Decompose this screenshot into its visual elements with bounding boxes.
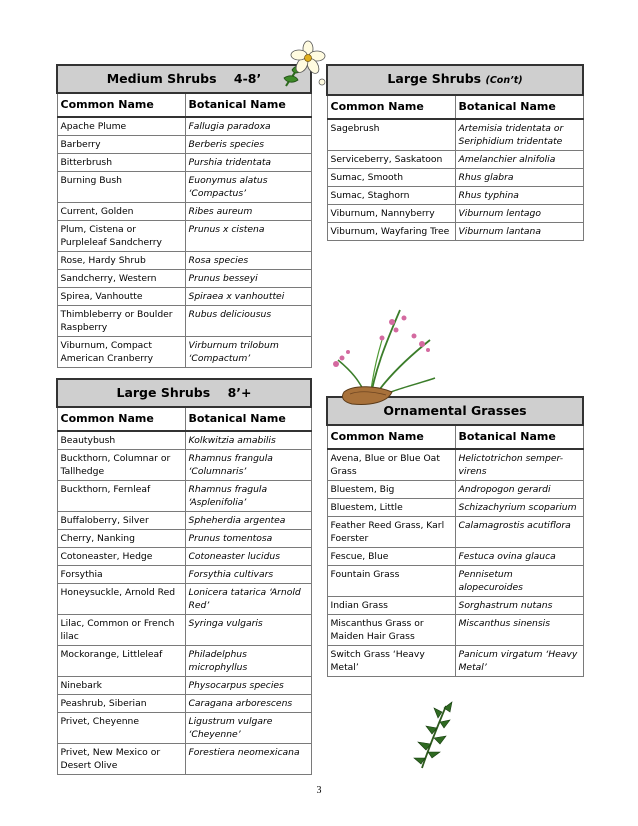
botanical-name-cell: Cotoneaster lucidus bbox=[185, 548, 311, 566]
common-name-cell: Switch Grass ‘Heavy Metal’ bbox=[327, 646, 455, 677]
orchid-clipart bbox=[330, 300, 440, 412]
table-row bbox=[57, 512, 311, 530]
table-row bbox=[57, 566, 311, 584]
common-name-cell: Bluestem, Little bbox=[327, 499, 455, 517]
large-shrubs-continued-table bbox=[326, 64, 584, 241]
botanical-name-cell: Forestiera neomexicana bbox=[185, 744, 311, 775]
table-row bbox=[327, 646, 583, 677]
column-header-common: Common Name bbox=[327, 425, 455, 449]
botanical-name-cell: Rhus glabra bbox=[455, 169, 583, 187]
botanical-name-cell: Schizachyrium scoparium bbox=[455, 499, 583, 517]
botanical-name-cell: Prunus tomentosa bbox=[185, 530, 311, 548]
table-row bbox=[327, 615, 583, 646]
column-header-common: Common Name bbox=[327, 95, 455, 119]
botanical-name-cell: Forsythia cultivars bbox=[185, 566, 311, 584]
botanical-name-cell: Philadelphus microphyllus bbox=[185, 646, 311, 677]
table-row bbox=[57, 481, 311, 512]
botanical-name-cell: Fallugia paradoxa bbox=[185, 117, 311, 136]
common-name-cell: Fountain Grass bbox=[327, 566, 455, 597]
common-name-cell: Ninebark bbox=[57, 677, 185, 695]
common-name-cell: Sagebrush bbox=[327, 119, 455, 151]
common-name-cell: Cherry, Nanking bbox=[57, 530, 185, 548]
table-row bbox=[57, 252, 311, 270]
table-row bbox=[57, 136, 311, 154]
column-header-botanical: Botanical Name bbox=[185, 407, 311, 431]
botanical-name-cell: Rubus deliciousus bbox=[185, 306, 311, 337]
table-title: Ornamental Grasses bbox=[327, 397, 583, 425]
table-row bbox=[57, 306, 311, 337]
table-row bbox=[57, 431, 311, 450]
table-row bbox=[57, 117, 311, 136]
botanical-name-cell: Virburnum trilobum ‘Compactum’ bbox=[185, 337, 311, 368]
common-name-cell: Mockorange, Littleleaf bbox=[57, 646, 185, 677]
botanical-name-cell: Festuca ovina glauca bbox=[455, 548, 583, 566]
table-row bbox=[57, 154, 311, 172]
botanical-name-cell: Panicum virgatum ‘Heavy Metal’ bbox=[455, 646, 583, 677]
botanical-name-cell: Rhus typhina bbox=[455, 187, 583, 205]
botanical-name-cell: Purshia tridentata bbox=[185, 154, 311, 172]
table-row bbox=[57, 548, 311, 566]
common-name-cell: Thimbleberry or Boulder Raspberry bbox=[57, 306, 185, 337]
common-name-cell: Apache Plume bbox=[57, 117, 185, 136]
table-row bbox=[57, 677, 311, 695]
table-row bbox=[57, 584, 311, 615]
botanical-name-cell: Prunus x cistena bbox=[185, 221, 311, 252]
table-row bbox=[57, 646, 311, 677]
table-row bbox=[327, 187, 583, 205]
common-name-cell: Buckthorn, Columnar or Tallhedge bbox=[57, 450, 185, 481]
botanical-name-cell: Spheherdia argentea bbox=[185, 512, 311, 530]
botanical-name-cell: Viburnum lantana bbox=[455, 223, 583, 241]
common-name-cell: Beautybush bbox=[57, 431, 185, 450]
table-title: Large Shrubs 8’+ bbox=[57, 379, 311, 407]
column-header-common: Common Name bbox=[57, 93, 185, 117]
botanical-name-cell: Viburnum lentago bbox=[455, 205, 583, 223]
table-row bbox=[57, 744, 311, 775]
column-header-botanical: Botanical Name bbox=[455, 95, 583, 119]
common-name-cell: Forsythia bbox=[57, 566, 185, 584]
table-row bbox=[327, 169, 583, 187]
botanical-name-cell: Artemisia tridentata or Seriphidium tridentate bbox=[455, 119, 583, 151]
table-row bbox=[57, 530, 311, 548]
common-name-cell: Viburnum, Nannyberry bbox=[327, 205, 455, 223]
table-row bbox=[327, 205, 583, 223]
leaf-sprig-clipart bbox=[408, 700, 458, 770]
common-name-cell: Honeysuckle, Arnold Red bbox=[57, 584, 185, 615]
common-name-cell: Serviceberry, Saskatoon bbox=[327, 151, 455, 169]
botanical-name-cell: Calamagrostis acutiflora bbox=[455, 517, 583, 548]
common-name-cell: Sumac, Smooth bbox=[327, 169, 455, 187]
common-name-cell: Lilac, Common or French lilac bbox=[57, 615, 185, 646]
table-row bbox=[57, 288, 311, 306]
table-row bbox=[57, 270, 311, 288]
table-row bbox=[57, 203, 311, 221]
botanical-name-cell: Andropogon gerardi bbox=[455, 481, 583, 499]
common-name-cell: Viburnum, Compact American Cranberry bbox=[57, 337, 185, 368]
common-name-cell: Rose, Hardy Shrub bbox=[57, 252, 185, 270]
common-name-cell: Buckthorn, Fernleaf bbox=[57, 481, 185, 512]
table-row bbox=[57, 713, 311, 744]
botanical-name-cell: Caragana arborescens bbox=[185, 695, 311, 713]
common-name-cell: Privet, New Mexico or Desert Olive bbox=[57, 744, 185, 775]
common-name-cell: Burning Bush bbox=[57, 172, 185, 203]
common-name-cell: Bitterbrush bbox=[57, 154, 185, 172]
botanical-name-cell: Ribes aureum bbox=[185, 203, 311, 221]
botanical-name-cell: Sorghastrum nutans bbox=[455, 597, 583, 615]
common-name-cell: Miscanthus Grass or Maiden Hair Grass bbox=[327, 615, 455, 646]
table-title: Large Shrubs (Con’t) bbox=[327, 65, 583, 95]
table-title: Medium Shrubs 4-8’ bbox=[57, 65, 311, 93]
botanical-name-cell: Amelanchier alnifolia bbox=[455, 151, 583, 169]
common-name-cell: Bluestem, Big bbox=[327, 481, 455, 499]
botanical-name-cell: Kolkwitzia amabilis bbox=[185, 431, 311, 450]
botanical-name-cell: Syringa vulgaris bbox=[185, 615, 311, 646]
medium-shrubs-table bbox=[56, 64, 312, 368]
table-row bbox=[327, 481, 583, 499]
table-row bbox=[327, 517, 583, 548]
common-name-cell: Sandcherry, Western bbox=[57, 270, 185, 288]
table-row bbox=[57, 221, 311, 252]
botanical-name-cell: Physocarpus species bbox=[185, 677, 311, 695]
table-row bbox=[57, 695, 311, 713]
common-name-cell: Fescue, Blue bbox=[327, 548, 455, 566]
common-name-cell: Spirea, Vanhoutte bbox=[57, 288, 185, 306]
common-name-cell: Feather Reed Grass, Karl Foerster bbox=[327, 517, 455, 548]
botanical-name-cell: Lonicera tatarica ‘Arnold Red’ bbox=[185, 584, 311, 615]
table-row bbox=[327, 119, 583, 151]
page-number: 3 bbox=[316, 785, 322, 796]
botanical-name-cell: Helictotrichon semper-virens bbox=[455, 449, 583, 481]
common-name-cell: Avena, Blue or Blue Oat Grass bbox=[327, 449, 455, 481]
botanical-name-cell: Ligustrum vulgare ‘Cheyenne’ bbox=[185, 713, 311, 744]
common-name-cell: Plum, Cistena or Purpleleaf Sandcherry bbox=[57, 221, 185, 252]
botanical-name-cell: Berberis species bbox=[185, 136, 311, 154]
flower-clipart bbox=[278, 40, 328, 92]
botanical-name-cell: Rosa species bbox=[185, 252, 311, 270]
large-shrubs-table bbox=[56, 378, 312, 775]
table-row bbox=[57, 615, 311, 646]
column-header-botanical: Botanical Name bbox=[185, 93, 311, 117]
botanical-name-cell: Spiraea x vanhouttei bbox=[185, 288, 311, 306]
botanical-name-cell: Euonymus alatus ‘Compactus’ bbox=[185, 172, 311, 203]
table-row bbox=[327, 548, 583, 566]
column-header-botanical: Botanical Name bbox=[455, 425, 583, 449]
botanical-name-cell: Rhamnus frangula ‘Columnaris’ bbox=[185, 450, 311, 481]
common-name-cell: Buffaloberry, Silver bbox=[57, 512, 185, 530]
botanical-name-cell: Miscanthus sinensis bbox=[455, 615, 583, 646]
table-row bbox=[327, 499, 583, 517]
table-row bbox=[327, 151, 583, 169]
common-name-cell: Viburnum, Wayfaring Tree bbox=[327, 223, 455, 241]
botanical-name-cell: Pennisetum alopecuroides bbox=[455, 566, 583, 597]
common-name-cell: Indian Grass bbox=[327, 597, 455, 615]
ornamental-grasses-table bbox=[326, 396, 584, 677]
common-name-cell: Current, Golden bbox=[57, 203, 185, 221]
common-name-cell: Privet, Cheyenne bbox=[57, 713, 185, 744]
common-name-cell: Barberry bbox=[57, 136, 185, 154]
botanical-name-cell: Rhamnus fragula ‘Asplenifolia’ bbox=[185, 481, 311, 512]
common-name-cell: Cotoneaster, Hedge bbox=[57, 548, 185, 566]
table-row bbox=[327, 223, 583, 241]
table-row bbox=[327, 566, 583, 597]
table-row bbox=[57, 172, 311, 203]
table-row bbox=[57, 337, 311, 368]
table-row bbox=[57, 450, 311, 481]
table-row bbox=[327, 597, 583, 615]
table-row bbox=[327, 449, 583, 481]
column-header-common: Common Name bbox=[57, 407, 185, 431]
common-name-cell: Peashrub, Siberian bbox=[57, 695, 185, 713]
common-name-cell: Sumac, Staghorn bbox=[327, 187, 455, 205]
botanical-name-cell: Prunus besseyi bbox=[185, 270, 311, 288]
